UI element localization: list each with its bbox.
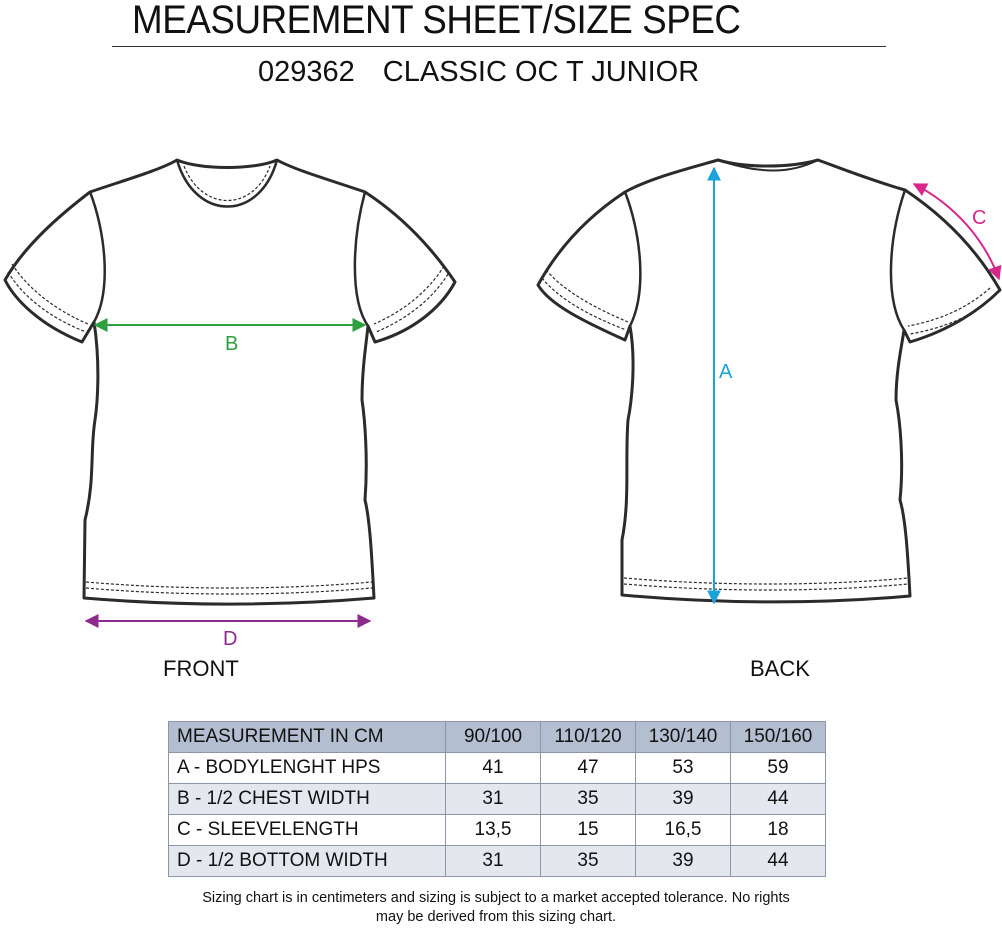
marker-a: A	[719, 361, 733, 383]
back-tshirt	[538, 160, 1000, 602]
column-header: 150/160	[731, 722, 826, 753]
sizing-footnote	[160, 889, 832, 927]
table-cell: 31	[446, 846, 541, 877]
article-code: 029362	[258, 56, 355, 88]
footnote-line-2: may be derived from this sizing chart.	[375, 909, 617, 925]
table-row	[169, 753, 826, 784]
marker-d: D	[223, 628, 238, 650]
table-cell: 15	[541, 815, 636, 846]
table-cell: 59	[731, 753, 826, 784]
table-cell: 16,5	[636, 815, 731, 846]
table-cell: 39	[636, 784, 731, 815]
row-label: A - BODYLENGHT HPS	[169, 753, 446, 784]
marker-b: B	[225, 333, 239, 355]
table-cell: 44	[731, 846, 826, 877]
marker-c: C	[972, 207, 987, 229]
page-title: MEASUREMENT SHEET/SIZE SPEC	[132, 0, 741, 42]
column-header: 130/140	[636, 722, 731, 753]
table-cell: 13,5	[446, 815, 541, 846]
table-cell: 35	[541, 846, 636, 877]
column-header: 110/120	[541, 722, 636, 753]
column-header: 90/100	[446, 722, 541, 753]
front-label: FRONT	[163, 656, 239, 681]
footnote-line-1: Sizing chart is in centimeters and sizing is subject to a market accepted tolerance. No rights	[202, 890, 790, 906]
back-label: BACK	[750, 656, 810, 681]
row-label: C - SLEEVELENGTH	[169, 815, 446, 846]
size-spec-table	[168, 721, 826, 877]
table-cell: 47	[541, 753, 636, 784]
product-name: CLASSIC OC T JUNIOR	[382, 56, 700, 88]
table-cell: 53	[636, 753, 731, 784]
table-cell: 31	[446, 784, 541, 815]
front-tshirt	[5, 160, 455, 604]
table-header-row	[169, 722, 826, 753]
row-label: D - 1/2 BOTTOM WIDTH	[169, 846, 446, 877]
row-label: B - 1/2 CHEST WIDTH	[169, 784, 446, 815]
table-cell: 35	[541, 784, 636, 815]
table-row	[169, 815, 826, 846]
column-header: MEASUREMENT IN CM	[169, 722, 446, 753]
table-cell: 41	[446, 753, 541, 784]
table-row	[169, 784, 826, 815]
table-cell: 39	[636, 846, 731, 877]
table-row	[169, 846, 826, 877]
table-cell: 44	[731, 784, 826, 815]
table-cell: 18	[731, 815, 826, 846]
